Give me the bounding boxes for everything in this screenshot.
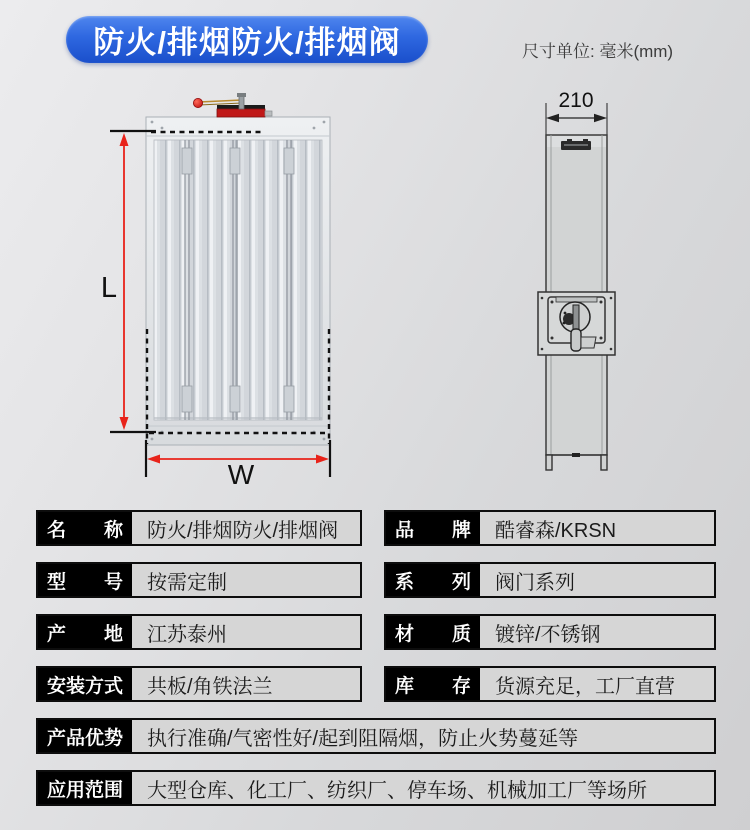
actuator-lever <box>571 329 581 351</box>
dimension-label-depth: 210 <box>558 89 594 112</box>
spec-value: 共板/角铁法兰 <box>147 675 273 698</box>
spec-label: 应用范围 <box>38 772 132 804</box>
spec-row-series <box>384 562 716 598</box>
spec-row-name <box>36 510 362 546</box>
page-title: 防火/排烟防火/排烟阀 <box>93 25 401 60</box>
spec-value: 阀门系列 <box>495 571 575 594</box>
dimension-label-height: L <box>100 272 118 304</box>
bottom-flange <box>546 453 607 470</box>
spec-value: 按需定制 <box>147 571 227 594</box>
spec-label: 系 列 <box>386 564 480 596</box>
spec-value: 江苏泰州 <box>147 623 227 646</box>
dimension-unit-note: 尺寸单位: 毫米(mm) <box>522 42 674 61</box>
spec-table <box>36 510 716 806</box>
spec-label: 安装方式 <box>38 668 132 700</box>
side-view-drawing <box>525 85 645 485</box>
spec-value: 酷睿森/KRSN <box>495 519 617 542</box>
spec-row-applications <box>36 770 716 806</box>
spec-row-stock <box>384 666 716 702</box>
spec-row-material <box>384 614 716 650</box>
spec-row-installation <box>36 666 362 702</box>
dimension-label-width: W <box>227 459 255 490</box>
spec-row-origin <box>36 614 362 650</box>
spec-row-brand <box>384 510 716 546</box>
actuator-body <box>217 109 265 117</box>
spec-label: 库 存 <box>386 668 480 700</box>
spec-label: 型 号 <box>38 564 132 596</box>
product-title-banner <box>66 16 428 63</box>
spec-value: 大型仓库、化工厂、纺织厂、停车场、机械加工厂等场所 <box>147 779 647 802</box>
spec-label: 产 地 <box>38 616 132 648</box>
spec-label: 名 称 <box>38 512 132 544</box>
actuator-mechanism <box>538 292 615 355</box>
spec-value: 货源充足，工厂直营 <box>495 675 675 698</box>
spec-row-advantages <box>36 718 716 754</box>
spec-row-model <box>36 562 362 598</box>
spec-label: 品 牌 <box>386 512 480 544</box>
damper-blades <box>154 140 322 420</box>
spec-value: 防火/排烟防火/排烟阀 <box>147 519 339 542</box>
spec-value: 执行准确/气密性好/起到阻隔烟，防止火势蔓延等 <box>147 727 579 750</box>
handle-ball <box>193 98 202 107</box>
spec-label: 产品优势 <box>38 720 132 752</box>
spec-value: 镀锌/不锈钢 <box>495 623 601 646</box>
front-view-drawing <box>95 88 345 500</box>
manual-handle <box>193 93 272 117</box>
spec-label: 材 质 <box>386 616 480 648</box>
